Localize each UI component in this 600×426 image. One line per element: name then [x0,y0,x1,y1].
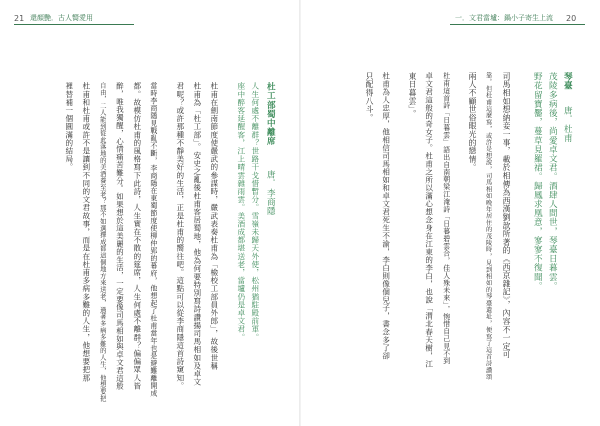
left-header-rule [14,24,134,25]
left-body-col-1: 杜甫在劍南節度使嚴武的參謀時，嚴武表奏杜甫為「檢校工部員外郎」，故後世稱 [209,82,219,370]
left-page-header: 還顏艷．古人嚮愛用 [30,14,93,22]
right-page-number: 20 [566,14,577,23]
right-poem-title: 琴臺 [562,72,573,91]
left-poem-line-1: 人生何處不離群？世路干戈惜暫分。雪嶺未歸天外使，松州猶駐殿前軍。 [250,82,260,342]
right-poem-line-1: 茂陵多病後，尚愛卓文君。酒肆人間世，琴臺日暮雲。 [547,72,558,291]
right-header-rule [450,24,585,25]
right-body-col-8: 只配得八斗。 [365,72,375,122]
right-poem-line-2: 野花留寶靨，蔓草見羅裙。歸鳳求凰意，寥寥不復聞。 [532,72,543,291]
left-page-number: 21 [14,14,25,23]
right-body-col-7: 杜甫為人忠厚，他相信司馬相如和卓文君死生不渝，李白則像個兒子，書念多了卻 [381,72,391,360]
left-body-col-3: 君呢？或許那種不靜美好的生活，正是杜甫的嚮往吧。這點可以從李商隱這首詩窺知。 [175,82,185,390]
right-body-col-6: 東日暮雲」。 [408,72,418,118]
left-body-col-9: 裡替補一個圓滿的結局。 [64,82,74,172]
book-gutter [299,0,301,426]
left-body-col-8: 杜甫和杜甫或許不是讓到不同的文君故事，而是在杜甫多病多難的人生，他想要把那 [81,82,91,382]
left-body-col-4: 當時李商隱見戰亂不斷，李商隱在東蜀節度使柳仲郢的幕府，他想起了杜甫當年也是避難離開成 [149,82,158,397]
left-body-col-7: 自由，二人能到從此落地的美酒養至老？那不如選擇成都這個地方來送老，過著多病多難的人生，他想要把 [98,82,106,402]
right-body-col-4: 杜甫這首詩「日暮雲」語出自南朝梁江淹詩「日暮碧雲合，佳人殊未來」，惋惜自己見不到 [441,72,450,365]
right-poem-author: 唐．杜甫 [562,106,573,143]
right-body-col-2: 靠。但杜甫這麼寫，或許是想說，司馬相如晚年居住的茂陵時，見到相如的琴臺遺址，便寫了這首詩讚頌 [484,72,492,381]
left-body-col-5: 都。故模仿杜甫的風格寫下此詩，人生實在不散的筵席，人生何處不離群？偏偏眾人皆 [132,82,142,390]
right-body-col-3: 兩人不顧世俗眼光的戀情。 [468,72,478,172]
left-poem-line-2: 座中醉客延醒客，江上晴雲雜雨雲。美酒成都堪送老，當壚仍是卓文君。 [236,82,246,342]
left-poem-author: 唐．李商隱 [265,170,276,216]
right-body-col-1: 司馬相如想納妾一事，載於相傳為西漢劉歆所著的《西京雜記》，內容不一定可 [502,72,512,359]
left-body-col-2: 杜甫為「杜工部」。安史之亂後杜甫客居蜀地，他為何要特別寫詩讚揚司馬相如及卓文 [192,82,202,386]
right-body-col-5: 卓文君這般的奇女子。杜甫之所以滿心想念身在江東的李白，也說「渭北春天樹，江 [424,72,434,368]
left-body-col-6: 醉，唯我獨醒，心情痛苦難分。如果想於這美麗的生活，一定要像司馬相如與卓文君這般 [115,82,125,391]
left-poem-title: 杜工部蜀中離席 [265,82,276,146]
right-page-header: 一．文君當壚：鍋小子寄生上流 [455,14,553,22]
